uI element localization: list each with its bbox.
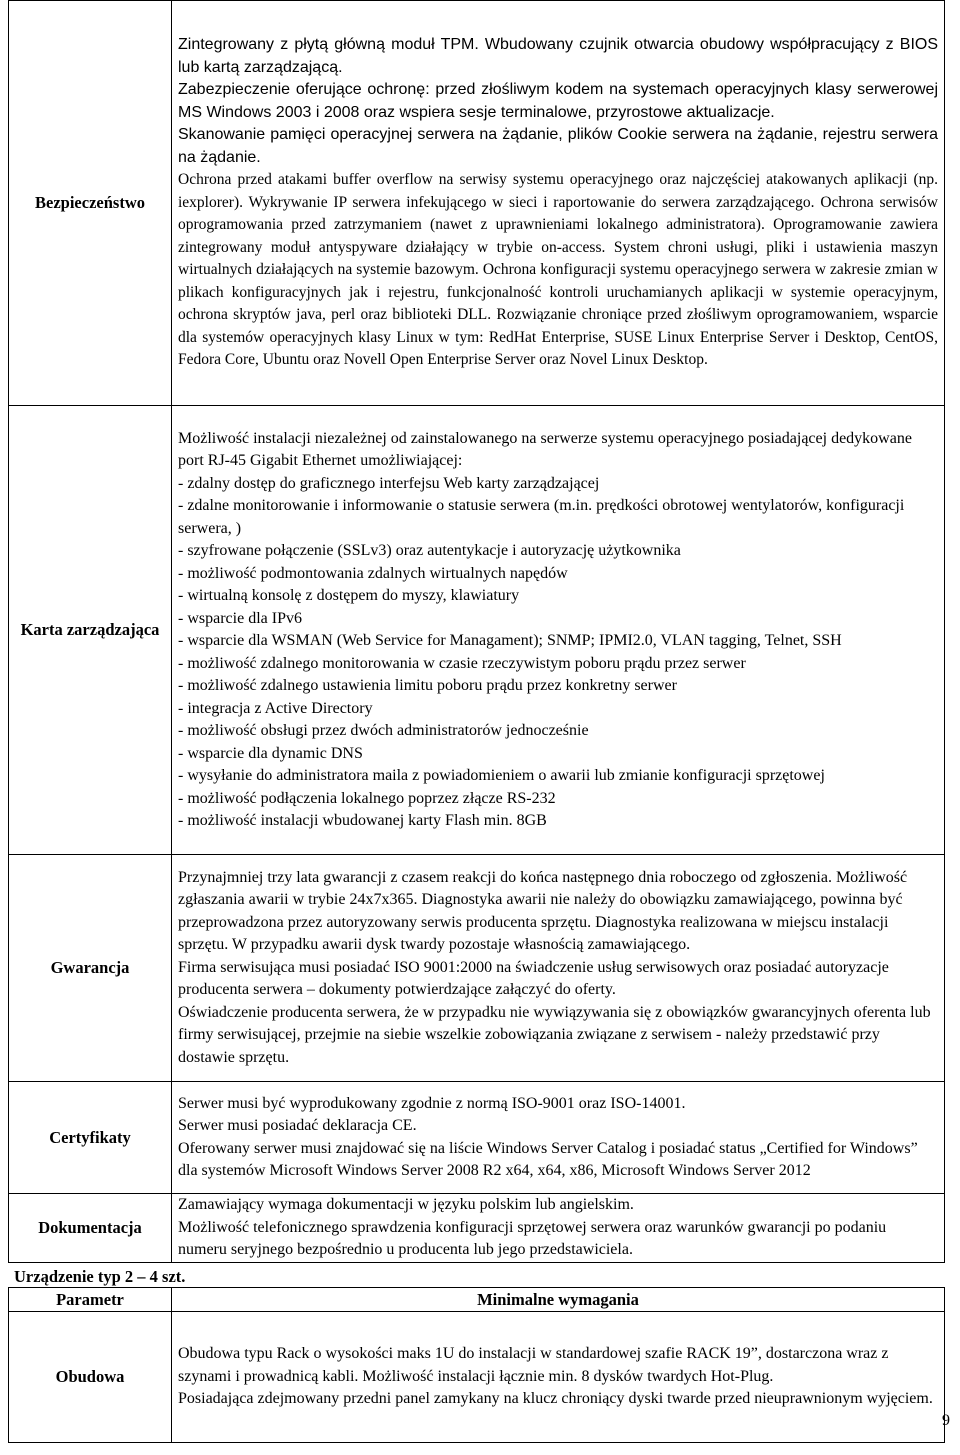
row-content: [172, 1, 945, 406]
paragraph: Serwer musi być wyprodukowany zgodnie z normą ISO-9001 oraz ISO-14001.: [178, 1094, 686, 1112]
list-item: - możliwość obsługi przez dwóch administratorów jednocześnie: [178, 722, 589, 739]
row-label: Certyfikaty: [9, 1082, 172, 1194]
list-item: - zdalne monitorowanie i informowanie o statusie serwera (m.in. prędkości obrotowej wentylatorów, konfiguracji serwera, ): [178, 497, 905, 537]
row-label: Gwarancja: [9, 855, 172, 1082]
paragraph: Możliwość telefonicznego sprawdzenia konfiguracji sprzętowej serwera oraz warunków gwarancji po podaniu numeru seryjnego bezpośrednio u producenta lub jego przedstawiciela.: [178, 1218, 887, 1259]
row-label: Obudowa: [9, 1312, 172, 1443]
row-label: Karta zarządzająca: [9, 406, 172, 855]
row-content: [172, 1312, 945, 1443]
paragraph: Skanowanie pamięci operacyjnej serwera na żądanie, plików Cookie serwera na żądanie, rejestru serwera na żądanie.: [178, 126, 938, 166]
list-item: - zdalny dostęp do graficznego interfejsu Web karty zarządzającej: [178, 474, 600, 492]
list-item: - możliwość zdalnego monitorowania w czasie rzeczywistym poboru prądu przez serwer: [178, 654, 746, 672]
row-enclosure: [9, 1312, 945, 1443]
list-item: - wsparcie dla WSMAN (Web Service for Managament); SNMP; IPMI2.0, VLAN tagging, Telnet, SSH: [178, 632, 842, 649]
row-content: [172, 1082, 945, 1194]
section-title: Urządzenie typ 2 – 4 szt.: [14, 1267, 186, 1286]
row-label: Bezpieczeństwo: [9, 1, 172, 406]
column-header-parameter: Parametr: [9, 1288, 172, 1312]
list-item: - wsparcie dla dynamic DNS: [178, 744, 363, 762]
row-warranty: [9, 855, 945, 1082]
requirements-table: [8, 1287, 945, 1443]
list-item: - możliwość podłączenia lokalnego poprzez złącze RS-232: [178, 789, 556, 807]
paragraph: Posiadająca zdejmowany przedni panel zamykany na klucz chroniący dyski twarde przed nieuprawnionym wyjęciem.: [178, 1390, 933, 1408]
row-security: [9, 1, 945, 406]
intro-text: Możliwość instalacji niezależnej od zainstalowanego na serwerze systemu operacyjnego posiadającej dedykowane port RJ-45 Gigabit Ethernet umożliwiającej:: [178, 429, 912, 469]
specification-table: [8, 0, 945, 1263]
list-item: - wysyłanie do administratora maila z powiadomieniem o awarii lub zmianie konfiguracji sprzętowej: [178, 767, 825, 784]
row-content: [172, 1194, 945, 1263]
paragraph: Obudowa typu Rack o wysokości maks 1U do instalacji w standardowej szafie RACK 19”, dostarczona wraz z szynami i prowadnicą kabli. Możliwość instalacji łącznie min. 8 dysków twardych Hot-Plug.: [178, 1345, 889, 1385]
paragraph: Oświadczenie producenta serwera, że w przypadku nie wywiązywania się z obowiązków gwarancyjnych oferenta lub firmy serwisującej, przejmie na siebie wszelkie zobowiązania związane z serwisem - należy przedstawić przy dostawie sprzętu.: [178, 1003, 931, 1066]
paragraph: Zintegrowany z płytą główną moduł TPM. Wbudowany czujnik otwarcia obudowy współpracujący z BIOS lub kartą zarządzającą.: [178, 36, 938, 76]
paragraph: Ochrona przed atakami buffer overflow na serwisy systemu operacyjnego oraz najczęściej atakowanych aplikacji (np. iexplorer). Wykrywanie IP serwera infekującego w sieci i raportowanie do serwera zarządzającego. Ochrona serwisów oprogramowania przed zatrzymaniem (nawet z uprawnieniami lokalnego administratora). Oprogramowanie zawiera zintegrowany moduł antyspyware działający w trybie on-access. System chroni usługi, pliki i ustawienia maszyn wirtualnych działających na systemie bazowym. Ochrona konfiguracji systemu operacyjnego serwera w zakresie zmian w plikach konfiguracyjnych jak i rejestru, funkcjonalność kontroli uruchamianych aplikacji w systemie operacyjnym, ochrona skryptów java, perl oraz biblioteki DLL. Rozwiązanie chroniące przed złośliwym oprogramowaniem, wsparcie dla systemów operacyjnych klasy Linux w tym: RedHat Enterprise, SUSE Linux Enterprise Server i Desktop, CentOS, Fedora Core, Ubuntu oraz Novell Open Enterprise Server oraz Novel Linux Desktop.: [178, 171, 938, 369]
row-certificates: [9, 1082, 945, 1194]
row-content: [172, 855, 945, 1082]
list-item: - szyfrowane połączenie (SSLv3) oraz autentykacje i autoryzację użytkownika: [178, 542, 681, 559]
row-documentation: [9, 1194, 945, 1263]
list-item: - integracja z Active Directory: [178, 699, 373, 717]
page-number: 9: [942, 1412, 950, 1429]
list-item: - wirtualną konsolę z dostępem do myszy, klawiatury: [178, 587, 520, 604]
paragraph: Zamawiający wymaga dokumentacji w języku polskim lub angielskim.: [178, 1196, 634, 1214]
header-row: [9, 1288, 945, 1312]
paragraph: Firma serwisująca musi posiadać ISO 9001:2000 na świadczenie usług serwisowych oraz posiadać autoryzacje producenta serwera – dokumenty potwierdzające załączyć do oferty.: [178, 958, 889, 999]
paragraph: Serwer musi posiadać deklaracja CE.: [178, 1117, 417, 1134]
paragraph: Oferowany serwer musi znajdować się na liście Windows Server Catalog i posiadać status „Certified for Windows” dla systemów Microsoft Windows Server 2008 R2 x64, x64, x86, Microsoft Windows Server 2012: [178, 1139, 918, 1179]
row-label: Dokumentacja: [9, 1194, 172, 1263]
list-item: - możliwość zdalnego ustawienia limitu poboru prądu przez konkretny serwer: [178, 677, 677, 694]
column-header-requirements: Minimalne wymagania: [172, 1288, 945, 1312]
list-item: - możliwość instalacji wbudowanej karty Flash min. 8GB: [178, 812, 547, 829]
row-content: [172, 406, 945, 855]
row-management-card: [9, 406, 945, 855]
paragraph: Przynajmniej trzy lata gwarancji z czasem reakcji do końca następnego dnia roboczego od zgłoszenia. Możliwość zgłaszania awarii w trybie 24x7x365. Diagnostyka awarii nie należy do obowiązku zamawiającego, powinna być przeprowadzona przez autoryzowany serwis producenta sprzętu. Diagnostyka realizowana w miejscu instalacji sprzętu. W przypadku awarii dysk twardy pozostaje własnością zamawiającego.: [178, 868, 908, 954]
list-item: - możliwość podmontowania zdalnych wirtualnych napędów: [178, 564, 568, 582]
list-item: - wsparcie dla IPv6: [178, 609, 302, 627]
paragraph: Zabezpieczenie oferujące ochronę: przed złośliwym kodem na systemach operacyjnych klasy serwerowej MS Windows 2003 i 2008 oraz wspiera sesje terminalowe, przyrostowe aktualizacje.: [178, 81, 938, 121]
